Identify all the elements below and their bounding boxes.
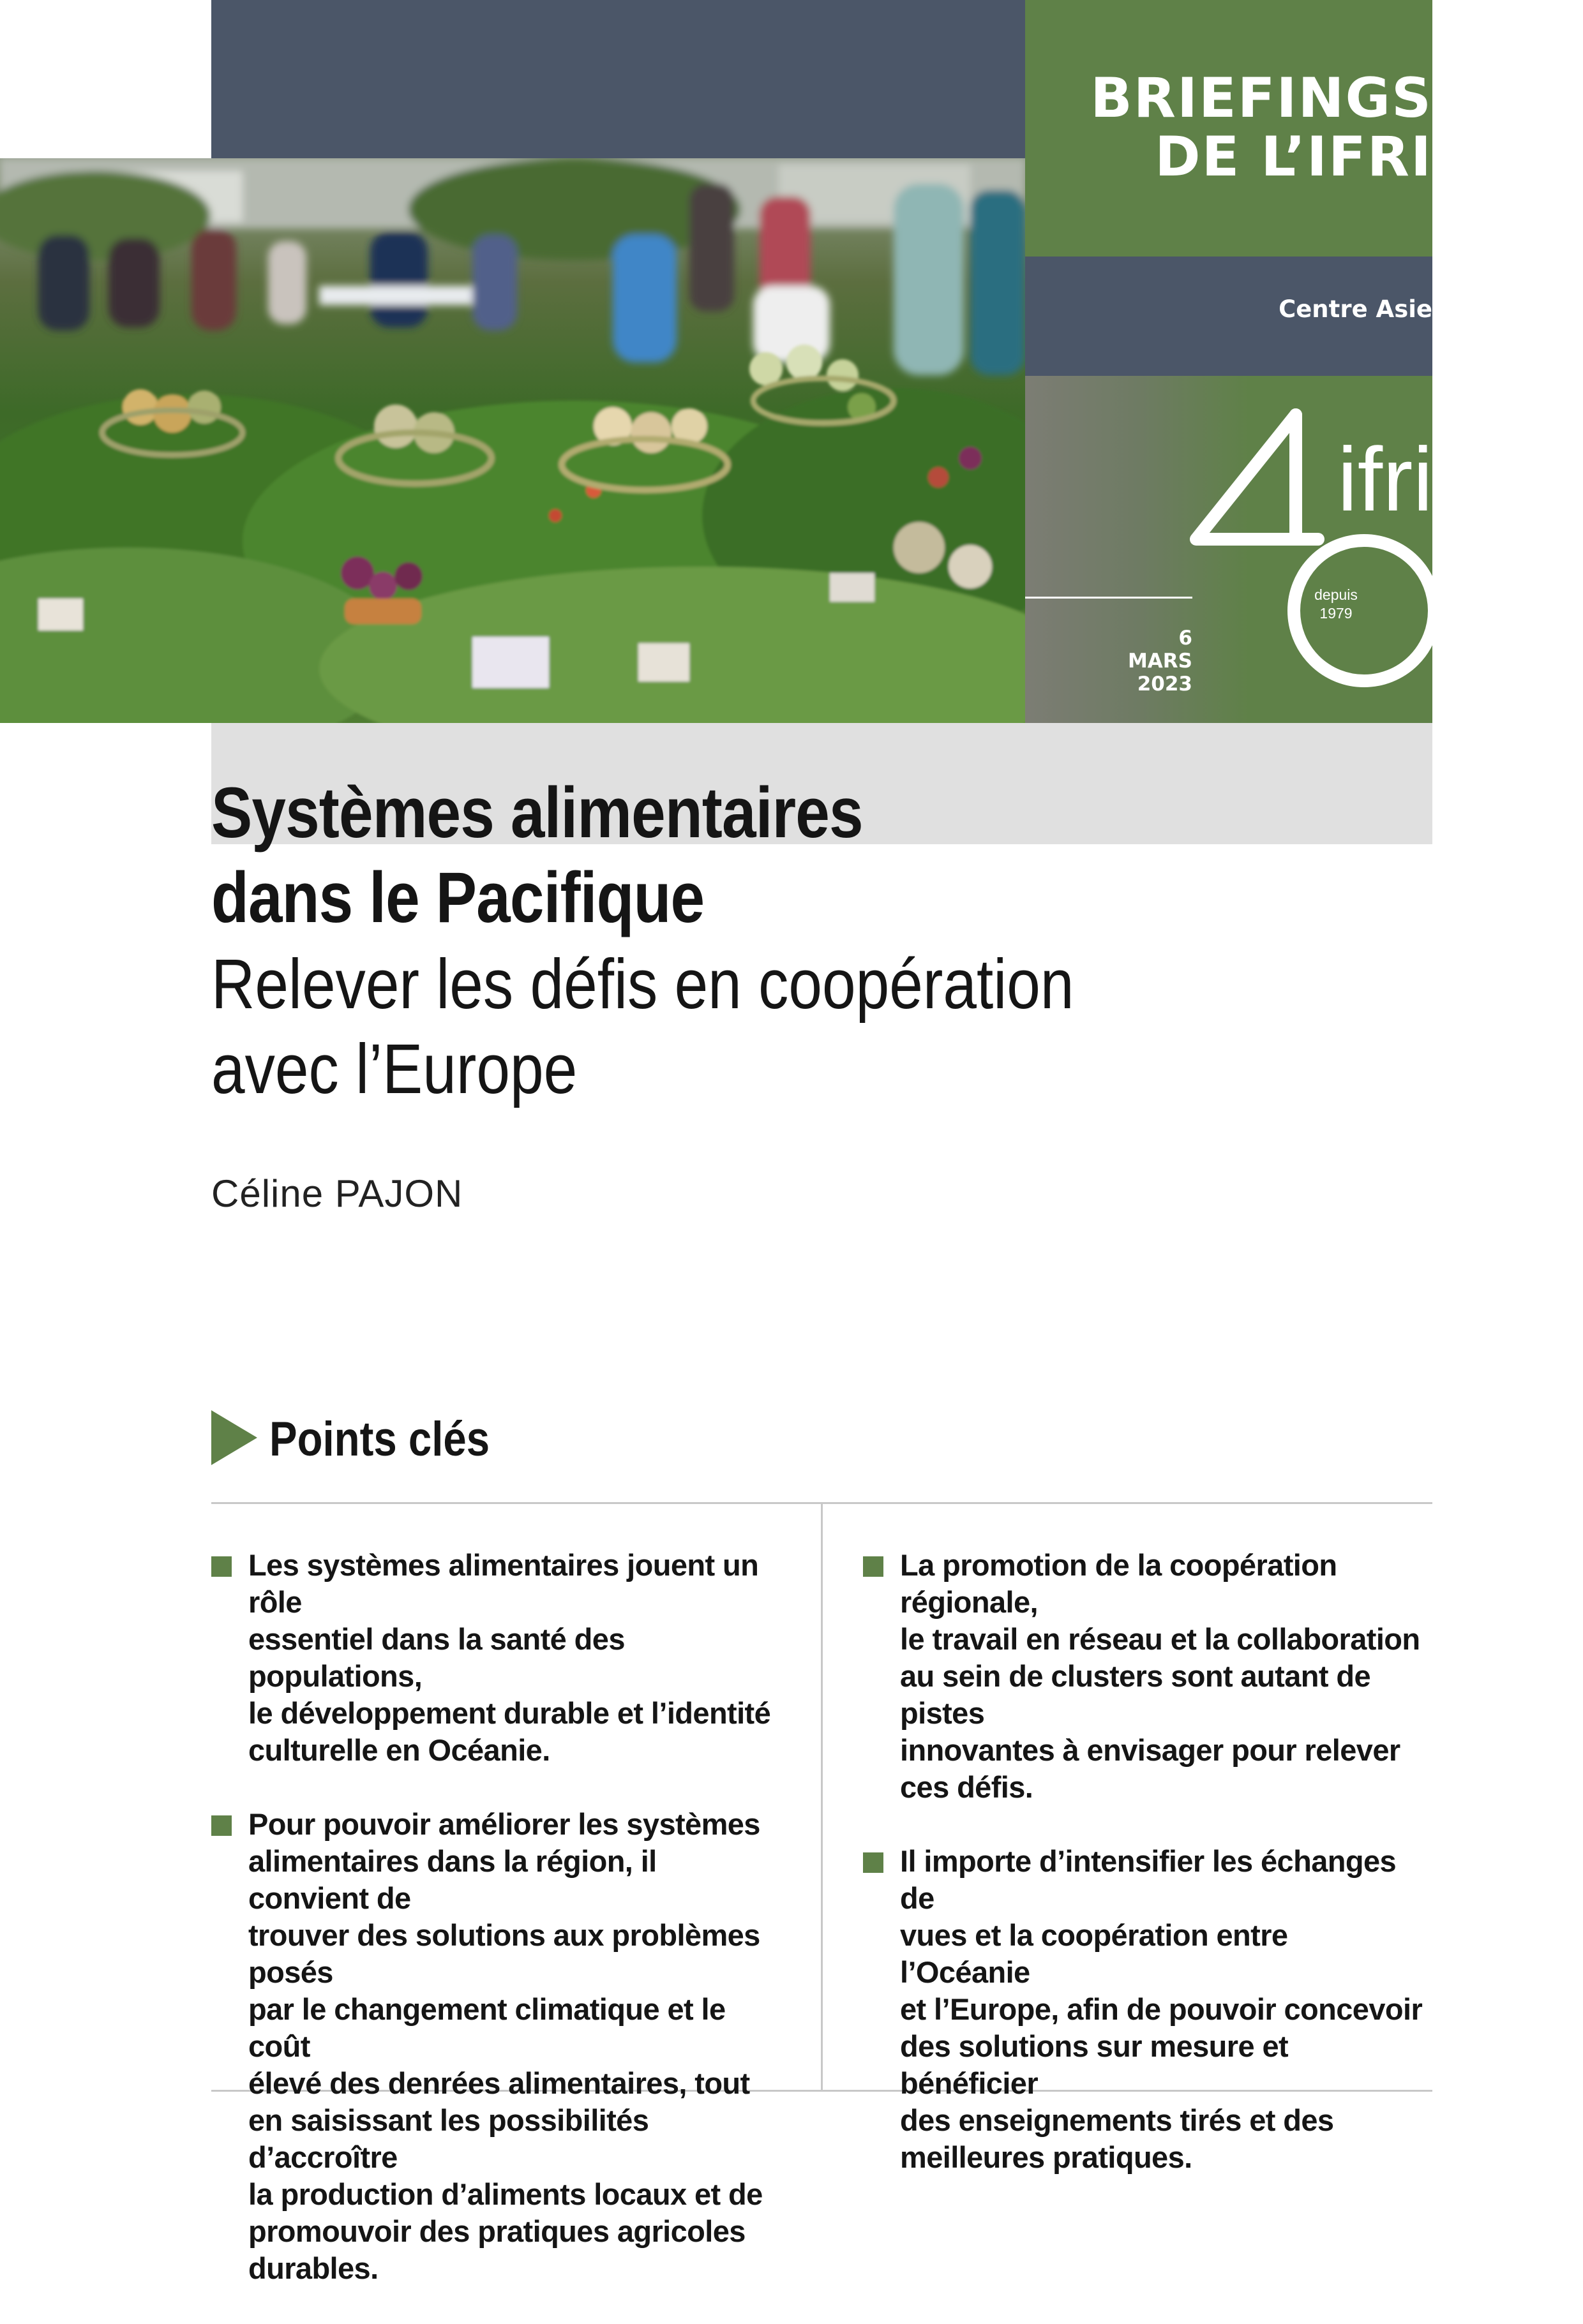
cover-photo — [0, 158, 1025, 723]
market-photo-image — [0, 158, 1025, 723]
key-point-item: Les systèmes alimentaires jouent un rôle essentiel dans la santé des populations, le développement durable et l’identité culturelle en Océanie. — [211, 1547, 773, 1769]
bullet-square-icon — [863, 1556, 883, 1577]
date-day: 6 — [1178, 627, 1192, 650]
key-points-heading: Points clés — [269, 1412, 490, 1466]
series-title — [1090, 66, 1432, 189]
page-subtitle — [211, 942, 1144, 1112]
title-line2: dans le Pacifique — [211, 858, 705, 937]
key-points-left-column — [211, 1547, 773, 2324]
subtitle-line1: Relever les défis en coopération — [211, 945, 1074, 1024]
title-line1: Systèmes alimentaires — [211, 773, 863, 853]
logo-badge-line1: depuis — [1314, 586, 1358, 603]
key-point-item: Il importe d’intensifier les échanges de vues et la coopération entre l’Océanie et l’Europe, afin de pouvoir concevoir des solutions sur mesure et bénéficier des enseignements tirés et des meilleures pratiques. — [863, 1843, 1425, 2176]
subtitle-line2: avec l’Europe — [211, 1030, 578, 1108]
date-year: 2023 — [1137, 673, 1192, 696]
logo-wordmark: ifri — [1337, 429, 1433, 530]
series-title-line1: BRIEFINGS — [1090, 66, 1432, 130]
page-title — [211, 770, 1144, 940]
bullet-square-icon — [863, 1852, 883, 1873]
play-arrow-icon — [211, 1410, 257, 1465]
date-rule — [1025, 597, 1192, 599]
bullet-square-icon — [211, 1815, 232, 1836]
date-month: MARS — [1127, 650, 1192, 673]
center-label: Centre Asie — [1279, 295, 1432, 323]
column-divider — [821, 1502, 823, 2092]
header-slate-band — [211, 0, 1025, 158]
bullet-square-icon — [211, 1556, 232, 1577]
ifri-40-logo-icon — [1187, 408, 1436, 689]
key-point-item: Pour pouvoir améliorer les systèmes alimentaires dans la région, il convient de trouver des solutions aux problèmes posés par le changement climatique et le coût élevé des denrées alimentaires, tout en saisissant les possibilités d’accroître la production d’aliments locaux et de promouvoir des pratiques agricoles durables. — [211, 1806, 773, 2287]
logo-badge-line2: 1979 — [1319, 605, 1353, 622]
key-points-right-column — [863, 1547, 1425, 2213]
series-title-line2: DE L’IFRI — [1155, 125, 1432, 189]
author-name: Céline PAJON — [211, 1172, 463, 1215]
key-point-item: La promotion de la coopération régionale, le travail en réseau et la collaboration au sein de clusters sont autant de pistes innovantes à envisager pour relever ces défis. — [863, 1547, 1425, 1806]
publication-date — [1085, 627, 1192, 696]
